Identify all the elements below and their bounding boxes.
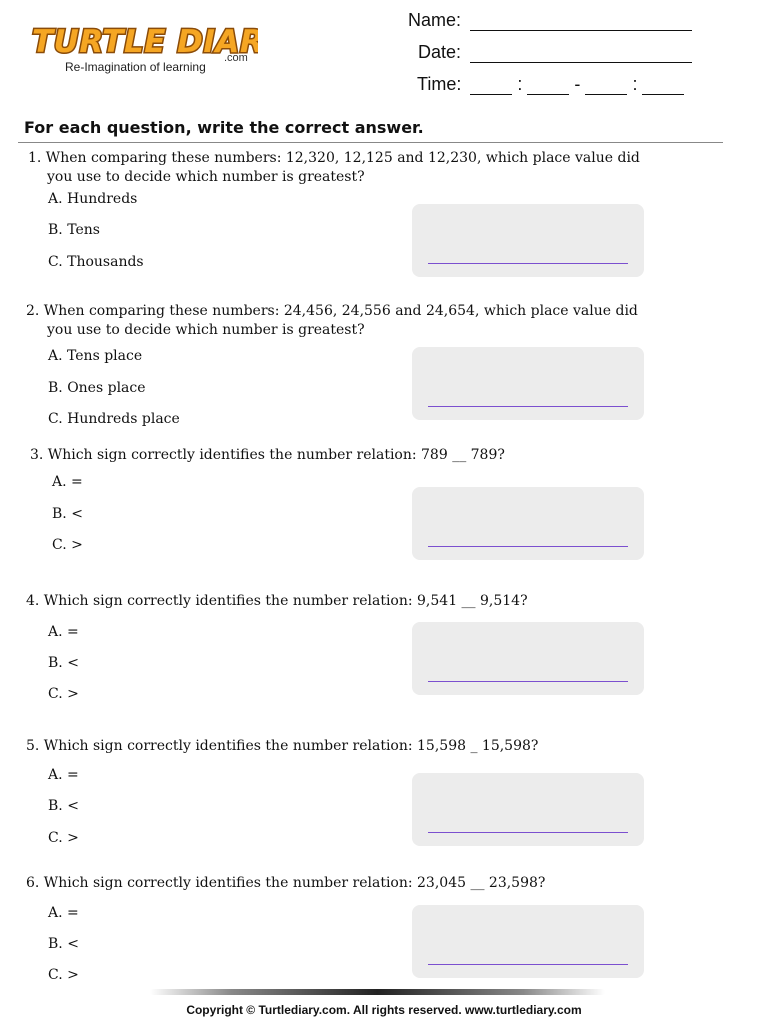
answer-line (428, 832, 628, 833)
option-b: B. Tens (48, 222, 100, 238)
question-6-text: 6. Which sign correctly identifies the number relation: 23,045 __ 23,598? (26, 875, 546, 891)
question-line: you use to decide which number is greatest? (47, 322, 365, 338)
question-4-text: 4. Which sign correctly identifies the number relation: 9,541 __ 9,514? (26, 593, 528, 609)
option-a: A. Hundreds (48, 191, 138, 207)
logo-wordmark: TURTLE DIA (32, 24, 240, 60)
answer-box-3[interactable] (412, 487, 644, 560)
option-c: C. > (48, 686, 79, 702)
date-field-row (418, 42, 692, 63)
answer-box-1[interactable] (412, 204, 644, 277)
time-field-row (417, 74, 684, 95)
question-2-text (26, 302, 638, 340)
answer-box-6[interactable] (412, 905, 644, 978)
time-label: Time: (417, 74, 462, 94)
time-separator: : (632, 74, 638, 94)
answer-box-4[interactable] (412, 622, 644, 695)
time-hour-blank[interactable] (470, 76, 512, 95)
option-a: A. Tens place (48, 348, 143, 364)
logo-domain: .com (224, 52, 248, 64)
header-divider (18, 142, 723, 143)
footer-divider (150, 989, 605, 995)
option-b: B. Ones place (48, 380, 146, 396)
answer-line (428, 681, 628, 682)
copyright-footer: Copyright © Turtlediary.com. All rights reserved. www.turtlediary.com (186, 1003, 582, 1017)
option-a: A. = (48, 905, 79, 921)
answer-box-5[interactable] (412, 773, 644, 846)
question-3-text: 3. Which sign correctly identifies the number relation: 789 __ 789? (30, 447, 505, 463)
answer-line (428, 406, 628, 407)
name-label: Name: (408, 10, 462, 30)
option-b: B. < (48, 936, 79, 952)
option-c: C. > (52, 537, 83, 553)
option-b: B. < (48, 798, 79, 814)
option-a: A. = (48, 624, 79, 640)
question-line: 1. When comparing these numbers: 12,320, 12,125 and 12,230, which place value did (28, 150, 640, 166)
answer-line (428, 546, 628, 547)
option-c: C. > (48, 830, 79, 846)
question-line: 2. When comparing these numbers: 24,456, 24,556 and 24,654, which place value did (26, 303, 638, 319)
name-field-row (408, 10, 692, 31)
time-separator: : (517, 74, 523, 94)
time-minute-end-blank[interactable] (642, 76, 684, 95)
option-b: B. < (48, 655, 79, 671)
option-c: C. Hundreds place (48, 411, 180, 427)
time-minute-blank[interactable] (527, 76, 569, 95)
tagline: Re-Imagination of learning (65, 60, 206, 74)
instructions-heading: For each question, write the correct answer. (24, 118, 424, 137)
name-blank[interactable] (470, 12, 692, 31)
answer-line (428, 964, 628, 965)
option-a: A. = (52, 474, 83, 490)
question-1-text (28, 149, 640, 187)
question-5-text: 5. Which sign correctly identifies the number relation: 15,598 _ 15,598? (26, 738, 539, 754)
time-hour-end-blank[interactable] (585, 76, 627, 95)
answer-box-2[interactable] (412, 347, 644, 420)
option-c: C. > (48, 967, 79, 983)
option-c: C. Thousands (48, 254, 144, 270)
answer-line (428, 263, 628, 264)
time-separator: - (574, 74, 581, 94)
date-label: Date: (418, 42, 462, 62)
question-line: you use to decide which number is greatest? (47, 169, 365, 185)
date-blank[interactable] (470, 44, 692, 63)
option-b: B. < (52, 506, 83, 522)
option-a: A. = (48, 767, 79, 783)
